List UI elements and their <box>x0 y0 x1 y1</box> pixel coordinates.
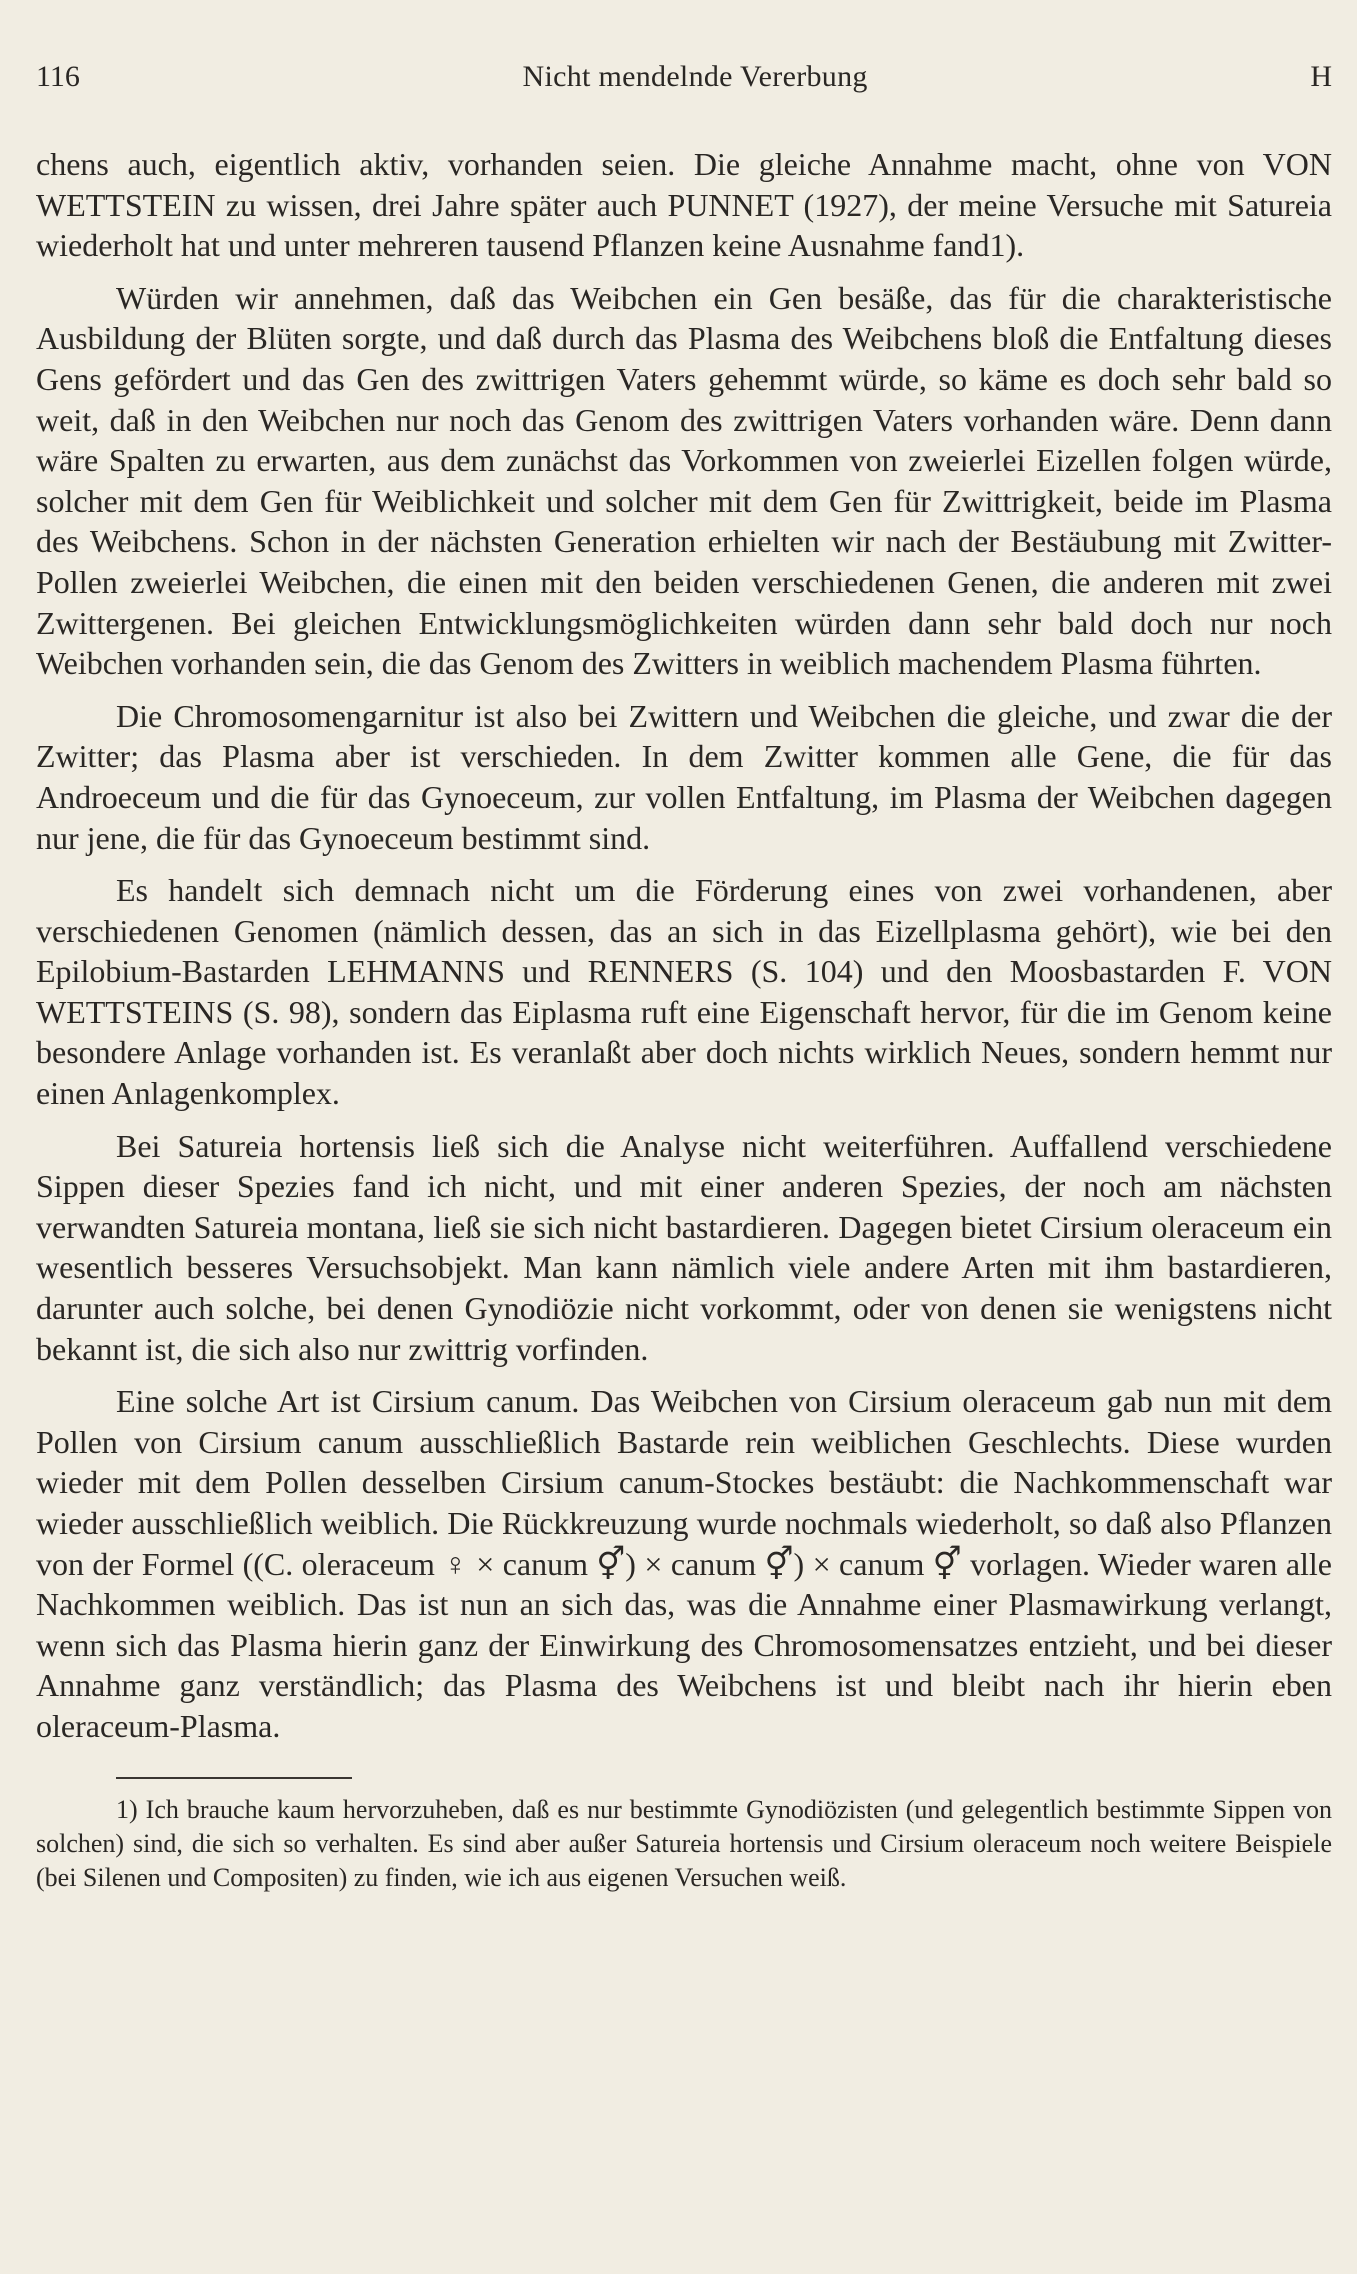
body-text <box>36 144 1332 1747</box>
page-number: 116 <box>36 60 80 93</box>
running-header <box>36 60 1332 104</box>
book-page <box>36 60 1332 1895</box>
paragraph-6: Eine solche Art ist Cirsium canum. Das Weibchen von Cirsium oleraceum gab nun mit dem Pollen von Cirsium canum ausschließlich Bastarde rein weiblichen Geschlechts. Diese wurden wieder mit dem Pollen desselben Cirsium canum-Stockes bestäubt: die Nachkommenschaft war wieder ausschließlich weiblich. Die Rückkreuzung wurde nochmals wiederholt, so daß also Pflanzen von der Formel ((C. oleraceum ♀ × canum ⚥) × canum ⚥) × canum ⚥ vorlagen. Wieder waren alle Nachkommen weiblich. Das ist nun an sich das, was die Annahme einer Plasmawirkung verlangt, wenn sich das Plasma hierin ganz der Einwirkung des Chromosomensatzes entzieht, und bei dieser Annahme ganz verständlich; das Plasma des Weibchens ist und bleibt nach ihr hierin eben oleraceum-Plasma. <box>36 1383 1332 1744</box>
paragraph-1: chens auch, eigentlich aktiv, vorhanden seien. Die gleiche Annahme macht, ohne von VON WETTSTEIN zu wissen, drei Jahre später auch PUNNET (1927), der meine Versuche mit Satureia wiederholt hat und unter mehreren tausend Pflanzen keine Ausnahme fand1). <box>36 146 1332 264</box>
paragraph-4: Es handelt sich demnach nicht um die Förderung eines von zwei vorhandenen, aber verschiedenen Genomen (nämlich dessen, das an sich in das Eizellplasma gehört), wie bei den Epilobium-Bastarden LEHMANNS und RENNERS (S. 104) und den Moosbastarden F. VON WETTSTEINS (S. 98), sondern das Eiplasma ruft eine Eigenschaft hervor, für die im Genom keine besondere Anlage vorhanden ist. Es veranlaßt aber doch nichts wirklich Neues, sondern hemmt nur einen Anlagenkomplex. <box>36 872 1332 1112</box>
footnote-divider <box>116 1777 352 1779</box>
paragraph-2: Würden wir annehmen, daß das Weibchen ein Gen besäße, das für die charakteristische Ausbildung der Blüten sorgte, und daß durch das Plasma des Weibchens bloß die Entfaltung dieses Gens gefördert und das Gen des zwittrigen Vaters gehemmt würde, so käme es doch sehr bald so weit, daß in den Weibchen nur noch das Genom des zwittrigen Vaters vorhanden wäre. Denn dann wäre Spalten zu erwarten, aus dem zunächst das Vorkommen von zweierlei Eizellen folgen würde, solcher mit dem Gen für Weiblichkeit und solcher mit dem Gen für Zwittrigkeit, beide im Plasma des Weibchens. Schon in der nächsten Generation erhielten wir nach der Bestäubung mit Zwitter-Pollen zweierlei Weibchen, die einen mit den beiden verschiedenen Genen, die anderen mit zwei Zwittergenen. Bei gleichen Entwicklungsmöglichkeiten würden dann sehr bald doch nur noch Weibchen vorhanden sein, die das Genom des Zwitters in weiblich machendem Plasma führten. <box>36 279 1332 682</box>
section-mark: H <box>1310 60 1332 93</box>
footnote-1: 1) Ich brauche kaum hervorzuheben, daß es nur bestimmte Gynodiözisten (und gelegentlich bestimmte Sippen von solchen) sind, die sich so verhalten. Es sind aber außer Satureia hortensis und Cirsium oleraceum noch weitere Beispiele (bei Silenen und Compositen) zu finden, wie ich aus eigenen Versuchen weiß. <box>36 1794 1332 1892</box>
paragraph-5: Bei Satureia hortensis ließ sich die Analyse nicht weiterführen. Auffallend verschiedene Sippen dieser Spezies fand ich nicht, und mit einer anderen Spezies, der noch am nächsten verwandten Satureia montana, ließ sie sich nicht bastardieren. Dagegen bietet Cirsium oleraceum ein wesentlich besseres Versuchsobjekt. Man kann nämlich viele andere Arten mit ihm bastardieren, darunter auch solche, bei denen Gynodiözie nicht vorkommt, oder von denen sie wenigstens nicht bekannt ist, die sich also nur zwittrig vorfinden. <box>36 1127 1332 1367</box>
running-title: Nicht mendelnde Vererbung <box>522 60 868 93</box>
paragraph-3: Die Chromosomengarnitur ist also bei Zwittern und Weibchen die gleiche, und zwar die der Zwitter; das Plasma aber ist verschieden. In dem Zwitter kommen alle Gene, die für das Androeceum und die für das Gynoeceum, zur vollen Entfaltung, im Plasma der Weibchen dagegen nur jene, die für das Gynoeceum bestimmt sind. <box>36 697 1332 856</box>
footnotes <box>36 1793 1332 1895</box>
